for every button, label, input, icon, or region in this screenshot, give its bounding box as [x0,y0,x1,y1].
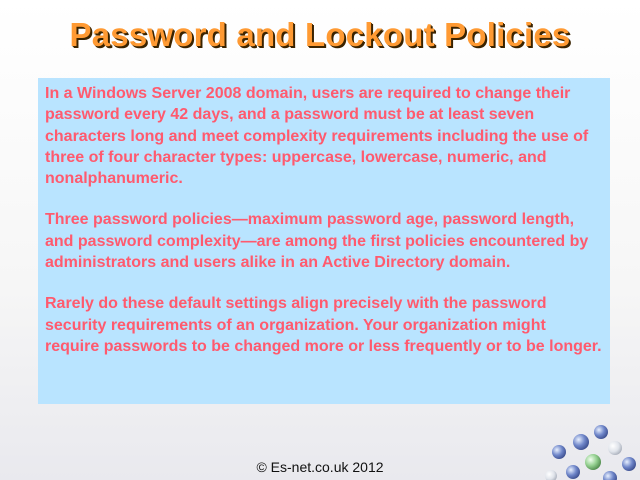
footer-copyright: © Es-net.co.uk 2012 [256,459,384,475]
slide-title: Password and Lockout Policies [69,16,571,53]
paragraph-default-policy: In a Windows Server 2008 domain, users are required to change their password every 42 days, and a password must be at least seven characters long and meet complexity requirements including the use of three of four character types: uppercase, lowercase, numeric, and nonalphanumeric. [45,85,589,188]
paragraph-organization-requirements: Rarely do these default settings align precisely with the password security requirements of an organization. Your organization might require passwords to be changed more or less frequently or to be longer. [45,295,602,355]
dot-1 [594,425,608,439]
dot-3 [552,445,566,459]
content-box [38,78,610,404]
paragraph-three-policies: Three password policies—maximum password age, password length, and password complexity—are among the first policies encountered by administrators and users alike in an Active Directory domain. [45,211,589,272]
dot-4 [608,441,622,455]
dot-2 [573,434,589,450]
